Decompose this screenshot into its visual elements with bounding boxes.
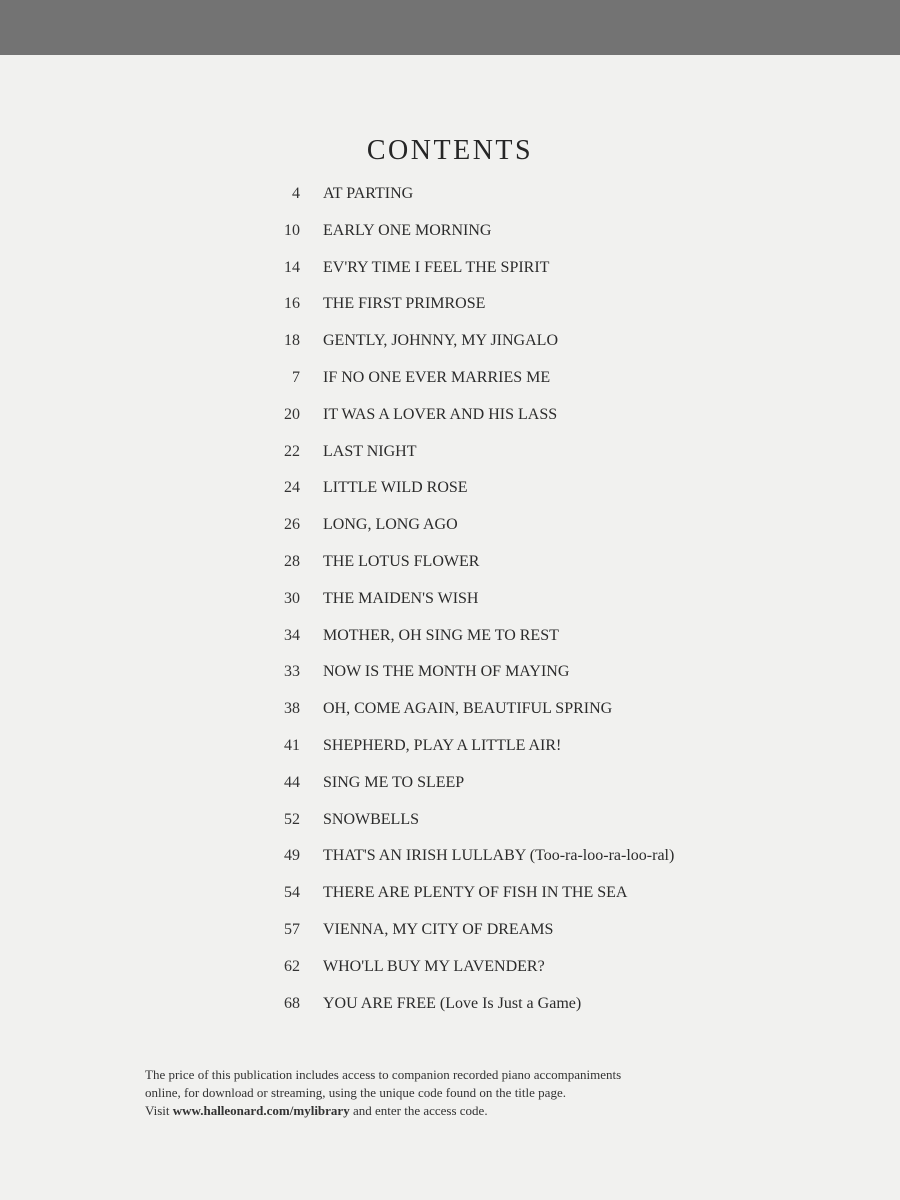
- toc-song-title: OH, COME AGAIN, BEAUTIFUL SPRING: [323, 700, 613, 718]
- toc-page-number: 57: [284, 920, 300, 938]
- toc-song-title: IF NO ONE EVER MARRIES ME: [323, 368, 551, 386]
- toc-page-number: 54: [284, 884, 300, 902]
- toc-song-title: THE MAIDEN'S WISH: [323, 589, 479, 607]
- library-link[interactable]: www.halleonard.com/mylibrary: [172, 1103, 350, 1118]
- toc-entry: [240, 222, 800, 259]
- footer-line: [145, 1102, 795, 1120]
- toc-song-title: LONG, LONG AGO: [323, 516, 458, 534]
- toc-entry: [240, 847, 800, 884]
- toc-entry: [240, 737, 800, 774]
- toc-entry: [240, 332, 800, 369]
- toc-entry: [240, 553, 800, 590]
- toc-page-number: 22: [284, 442, 300, 460]
- toc-song-title: GENTLY, JOHNNY, MY JINGALO: [323, 332, 558, 350]
- toc-page-number: 49: [284, 847, 300, 865]
- toc-song-title: AT PARTING: [323, 185, 414, 202]
- toc-entry: [240, 406, 800, 443]
- toc-page-number: 41: [284, 736, 300, 754]
- toc-entry: [240, 185, 800, 222]
- toc-song-title: SING ME TO SLEEP: [323, 773, 465, 791]
- toc-song-title: THE LOTUS FLOWER: [323, 552, 480, 570]
- toc-page-number: 38: [284, 700, 300, 718]
- toc-entry: [240, 369, 800, 406]
- toc-entry: [240, 995, 800, 1032]
- toc-entry: [240, 590, 800, 627]
- toc-page-number: 28: [284, 552, 300, 570]
- toc-entry: [240, 259, 800, 296]
- toc-page-number: 52: [284, 810, 300, 828]
- toc-song-title: VIENNA, MY CITY OF DREAMS: [323, 920, 554, 938]
- toc-song-title: SNOWBELLS: [323, 810, 419, 828]
- footer-note: [145, 1066, 795, 1120]
- toc-entry: [240, 443, 800, 480]
- toc-entry: [240, 295, 800, 332]
- contents-list: [240, 185, 800, 1031]
- toc-entry: [240, 811, 800, 848]
- toc-song-title: EV'RY TIME I FEEL THE SPIRIT: [323, 258, 550, 276]
- toc-page-number: 20: [284, 405, 300, 423]
- footer-line: The price of this publication includes access to companion recorded piano accompaniments: [145, 1067, 622, 1082]
- toc-entry: [240, 663, 800, 700]
- toc-page-number: 16: [284, 295, 300, 313]
- toc-entry: [240, 884, 800, 921]
- toc-song-title: EARLY ONE MORNING: [323, 221, 492, 239]
- top-bar: [0, 0, 900, 55]
- toc-song-title: LAST NIGHT: [323, 442, 417, 460]
- toc-page-number: 44: [284, 773, 300, 791]
- footer-text: Visit: [145, 1103, 173, 1118]
- toc-song-title: MOTHER, OH SING ME TO REST: [323, 626, 559, 644]
- toc-song-title: THAT'S AN IRISH LULLABY (Too-ra-loo-ra-loo-ral): [323, 847, 675, 865]
- toc-page-number: 4: [292, 185, 300, 202]
- toc-song-title: IT WAS A LOVER AND HIS LASS: [323, 405, 558, 423]
- page-title: CONTENTS: [366, 135, 534, 166]
- toc-page-number: 18: [284, 332, 300, 350]
- toc-page-number: 30: [284, 589, 300, 607]
- document-page: [0, 55, 900, 1200]
- toc-entry: [240, 774, 800, 811]
- toc-page-number: 34: [284, 626, 300, 644]
- toc-song-title: SHEPHERD, PLAY A LITTLE AIR!: [323, 736, 562, 754]
- toc-page-number: 68: [284, 994, 300, 1012]
- toc-entry: [240, 921, 800, 958]
- toc-page-number: 10: [284, 221, 300, 239]
- toc-song-title: WHO'LL BUY MY LAVENDER?: [323, 957, 545, 975]
- toc-song-title: YOU ARE FREE (Love Is Just a Game): [323, 994, 582, 1012]
- toc-entry: [240, 958, 800, 995]
- toc-page-number: 33: [284, 663, 300, 681]
- footer-line: online, for download or streaming, using the unique code found on the title page.: [145, 1085, 566, 1100]
- toc-page-number: 7: [292, 368, 300, 386]
- toc-page-number: 26: [284, 516, 300, 534]
- toc-song-title: NOW IS THE MONTH OF MAYING: [323, 663, 570, 681]
- toc-entry: [240, 627, 800, 664]
- toc-entry: [240, 700, 800, 737]
- toc-page-number: 62: [284, 957, 300, 975]
- toc-page-number: 14: [284, 258, 300, 276]
- toc-song-title: LITTLE WILD ROSE: [323, 479, 468, 497]
- toc-song-title: THERE ARE PLENTY OF FISH IN THE SEA: [323, 884, 628, 902]
- toc-entry: [240, 479, 800, 516]
- toc-song-title: THE FIRST PRIMROSE: [323, 295, 486, 313]
- footer-text: and enter the access code.: [349, 1103, 488, 1118]
- toc-page-number: 24: [284, 479, 300, 497]
- toc-entry: [240, 516, 800, 553]
